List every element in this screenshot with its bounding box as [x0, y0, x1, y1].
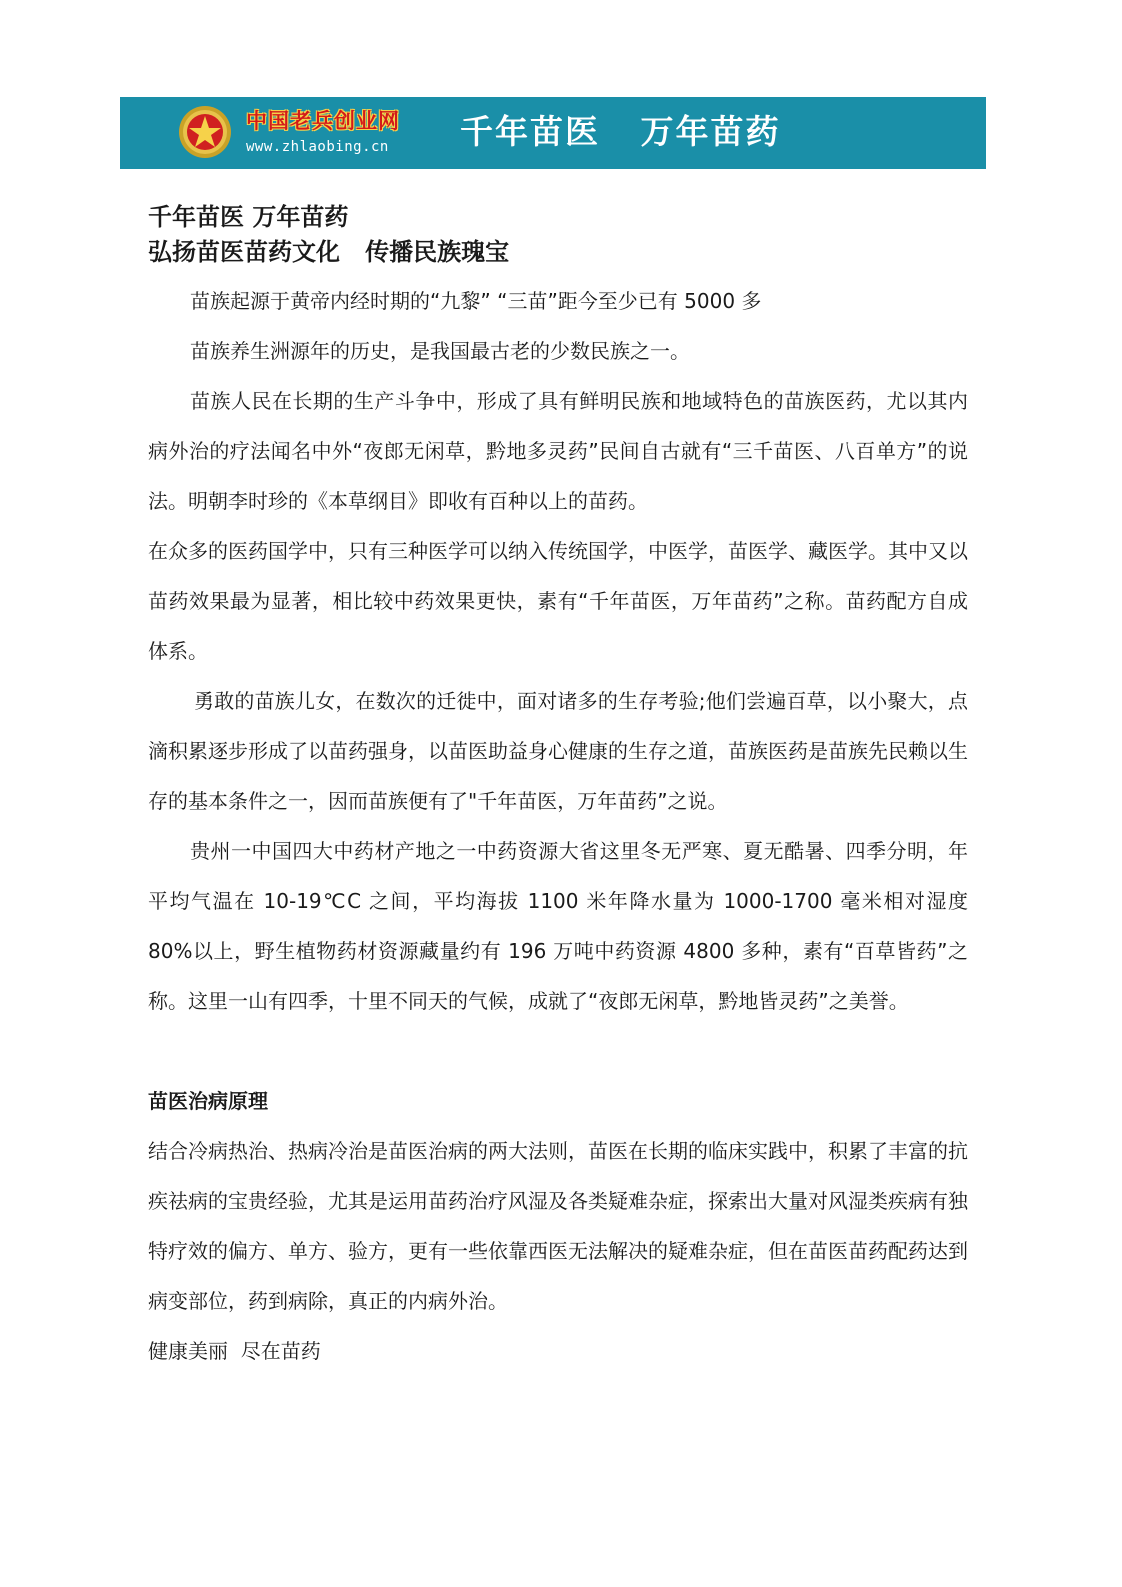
section-title: 苗医治病原理 — [148, 1088, 268, 1113]
article-body — [148, 200, 968, 1376]
paragraph-guizhou: 贵州一中国四大中药材产地之一中药资源大省这里冬无严寒、夏无酷暑、四季分明，年平均气温在 10-19℃C 之间，平均海拔 1100 米年降水量为 1000-1700 毫米相对湿度 80%以上，野生植物药材资源藏量约有 196 万吨中药资源 4800 多种，素有“百草皆药”之称。这里一山有四季，十里不同天的气候，成就了“夜郎无闲草，黔地皆灵药”之美誉。 — [148, 838, 968, 1013]
spacer — [148, 1026, 968, 1076]
paragraph-migration: 勇敢的苗族儿女，在数次的迁徙中，面对诸多的生存考验;他们尝遍百草，以小聚大，点滴积累逐步形成了以苗药强身，以苗医助益身心健康的生存之道，苗族医药是苗族先民赖以生存的基本条件之一，因而苗族便有了"千年苗医，万年苗药”之说。 — [148, 688, 968, 813]
header-banner — [120, 97, 986, 169]
site-name: 中国老兵创业网 — [246, 109, 400, 133]
paragraph-principle: 结合冷病热治、热病冷治是苗医治病的两大法则，苗医在长期的临床实践中，积累了丰富的抗疾祛病的宝贵经验，尤其是运用苗药治疗风湿及各类疑难杂症，探索出大量对风湿类疾病有独特疗效的偏方、单方、验方，更有一些依靠西医无法解决的疑难杂症，但在苗医苗药配药达到病变部位，药到病除，真正的内病外治。 — [148, 1138, 968, 1313]
paragraph-people: 苗族人民在长期的生产斗争中，形成了具有鲜明民族和地域特色的苗族医药，尤以其内病外治的疗法闻名中外“夜郎无闲草，黔地多灵药”民间自古就有“三千苗医、八百单方”的说法。明朝李时珍的《本草纲目》即收有百种以上的苗药。 — [148, 388, 968, 513]
banner-slogan: 千年苗医 万年苗药 — [460, 112, 781, 151]
star-emblem-icon — [178, 105, 232, 159]
article-title: 千年苗医 万年苗药 — [148, 203, 349, 231]
paragraph-history: 苗族养生洲源年的历史，是我国最古老的少数民族之一。 — [190, 338, 690, 363]
closing-slogan: 健康美丽 尽在苗药 — [148, 1338, 321, 1363]
paragraph-medicine: 在众多的医药国学中，只有三种医学可以纳入传统国学，中医学，苗医学、藏医学。其中又以苗药效果最为显著，相比较中药效果更快，素有“千年苗医，万年苗药”之称。苗药配方自成体系。 — [148, 538, 968, 663]
site-url: www.zhlaobing.cn — [246, 139, 389, 155]
article-subtitle: 弘扬苗医苗药文化 传播民族瑰宝 — [148, 237, 510, 266]
paragraph-origin: 苗族起源于黄帝内经时期的“九黎” “三苗”距今至少已有 5000 多 — [190, 288, 762, 313]
